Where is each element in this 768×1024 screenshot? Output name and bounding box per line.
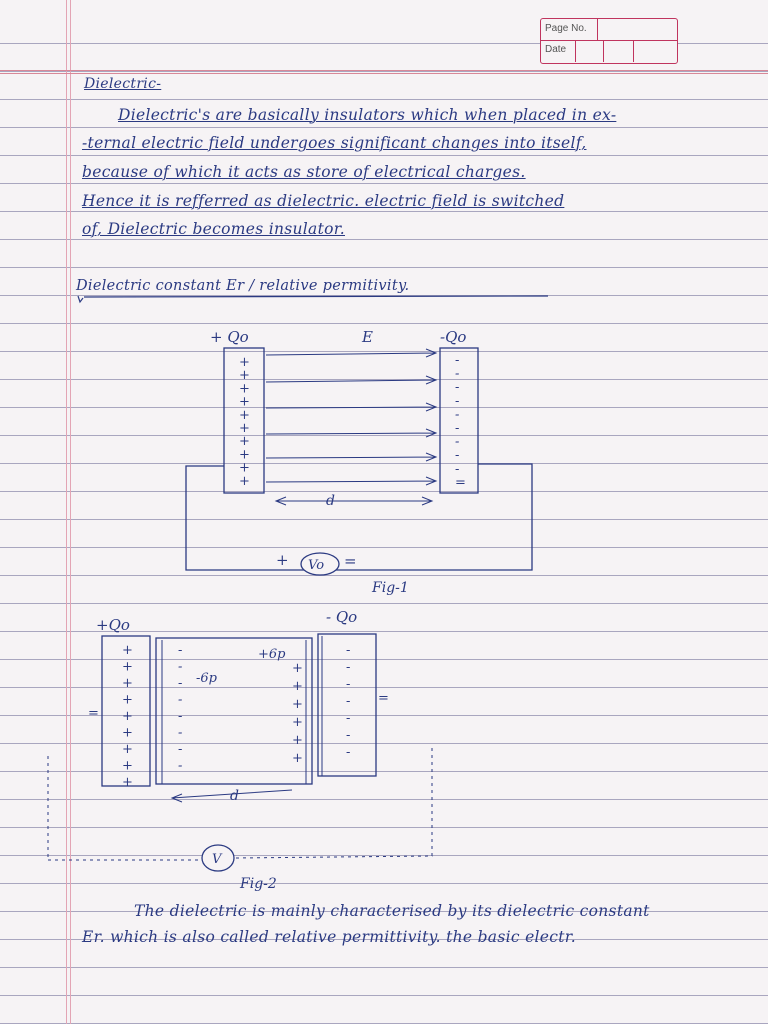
- fig2-induced-negative-charges: [178, 643, 182, 774]
- fig1-source-plus: +: [276, 551, 289, 569]
- fig2-induced-minus-sign: -: [178, 758, 183, 774]
- paragraph-line: Hence it is refferred as dielectric. electric field is switched: [82, 192, 565, 210]
- fig1-distance-label: d: [326, 493, 335, 509]
- fig2-negative-charges: [346, 643, 350, 760]
- fig2-induced-minus-sign: -: [178, 725, 183, 741]
- fig2-induced-minus-sign: -: [178, 643, 183, 658]
- fig2-induced-positive-charges: [292, 661, 303, 766]
- fig2-induced-plus-sign: +: [292, 679, 303, 694]
- fig2-induced-plus-sign: +: [292, 661, 303, 676]
- fig2-meter-label: V: [212, 852, 222, 867]
- fig2-induced-plus-sign: +: [292, 733, 303, 748]
- fig2-plus-sign: +: [122, 742, 133, 757]
- fig1-minus-sign: -: [455, 407, 460, 423]
- fig2-minus-sign: -: [346, 643, 351, 658]
- subheading: Dielectric constant Er / relative permitivity.: [76, 278, 410, 294]
- date-label: Date: [545, 44, 567, 55]
- fig2-minus-sign: -: [346, 745, 351, 760]
- fig2-induced-plus-sign: +: [292, 715, 303, 730]
- fig1-minus-sign: -: [455, 448, 460, 464]
- fig2-polarization-plus: +6p: [258, 647, 286, 662]
- fig1-plus-sign: +: [239, 355, 250, 370]
- svg-text:=: =: [88, 706, 99, 721]
- fig1-plus-sign: +: [239, 407, 250, 423]
- section-heading: Dielectric-: [84, 76, 162, 92]
- fig2-minus-sign: -: [346, 660, 351, 675]
- fig1-plus-sign: +: [239, 381, 250, 397]
- paragraph-line: Er. which is also called relative permittivity. the basic electr.: [82, 928, 577, 946]
- fig2-plus-sign: +: [122, 659, 133, 675]
- fig1-plus-sign: +: [239, 421, 250, 436]
- fig2-minus-sign: -: [346, 728, 351, 743]
- fig2-induced-plus-sign: +: [292, 751, 303, 766]
- fig1-caption: Fig-1: [372, 580, 409, 596]
- fig1-field-label: E: [362, 328, 373, 346]
- fig1-right-label: -Qo: [440, 328, 467, 346]
- paragraph-line: of, Dielectric becomes insulator.: [82, 220, 345, 238]
- fig2-plus-sign: +: [122, 758, 133, 774]
- fig2-right-label: - Qo: [326, 608, 358, 626]
- fig1-minus-sign: -: [455, 421, 460, 436]
- fig2-plus-sign: +: [122, 676, 133, 691]
- fig1-plus-sign: +: [239, 394, 250, 410]
- fig2-induced-minus-sign: -: [178, 692, 183, 708]
- fig2-plus-sign: +: [122, 692, 133, 708]
- page-no-label: Page No.: [545, 23, 587, 34]
- fig1-minus-sign: -: [455, 393, 460, 409]
- fig2-distance-label: d: [230, 788, 239, 804]
- paragraph-line: Dielectric's are basically insulators which when placed in ex-: [118, 106, 617, 124]
- fig2-minus-sign: -: [346, 711, 351, 726]
- fig1-minus-sign: -: [455, 434, 460, 450]
- fig1-left-label: + Qo: [210, 328, 249, 346]
- fig2-induced-minus-sign: -: [178, 676, 183, 691]
- fig2-plus-sign: +: [122, 643, 133, 658]
- fig1-plus-sign: +: [239, 460, 250, 476]
- svg-text:=: =: [378, 691, 389, 706]
- fig2-plus-sign: +: [122, 725, 133, 741]
- fig2-induced-minus-sign: -: [178, 659, 183, 675]
- fig1-minus-sign: -: [455, 380, 460, 396]
- fig1-plus-sign: +: [239, 434, 250, 450]
- fig1-minus-sign: -: [455, 366, 460, 382]
- fig1-minus-sign: =: [455, 475, 466, 491]
- fig1-plus-sign: +: [239, 447, 250, 463]
- paragraph-line: because of which it acts as store of electrical charges.: [82, 163, 526, 181]
- fig2-plus-sign: +: [122, 775, 133, 790]
- fig2-induced-plus-sign: +: [292, 697, 303, 712]
- fig1-plus-sign: +: [239, 473, 250, 489]
- fig1-minus-sign: -: [455, 353, 460, 368]
- paragraph-line: -ternal electric field undergoes significant changes into itself,: [82, 134, 587, 152]
- fig2-positive-charges: [122, 643, 133, 790]
- fig2-polarization-minus: -6p: [196, 671, 217, 686]
- fig2-induced-minus-sign: -: [178, 742, 183, 757]
- fig1-source-minus: =: [344, 552, 357, 570]
- fig2-caption: Fig-2: [240, 876, 277, 892]
- fig2-left-label: +Qo: [96, 616, 130, 634]
- fig1-source-label: Vo: [308, 558, 325, 573]
- fig2-induced-minus-sign: -: [178, 709, 183, 724]
- fig2-minus-sign: -: [346, 694, 351, 709]
- paragraph-line: The dielectric is mainly characterised by its dielectric constant: [134, 902, 650, 920]
- fig1-plus-sign: +: [239, 368, 250, 384]
- fig2-minus-sign: -: [346, 677, 351, 692]
- fig2-plus-sign: +: [122, 709, 133, 724]
- fig1-minus-sign: -: [455, 461, 460, 477]
- fig2-circuit-wire: [48, 744, 432, 860]
